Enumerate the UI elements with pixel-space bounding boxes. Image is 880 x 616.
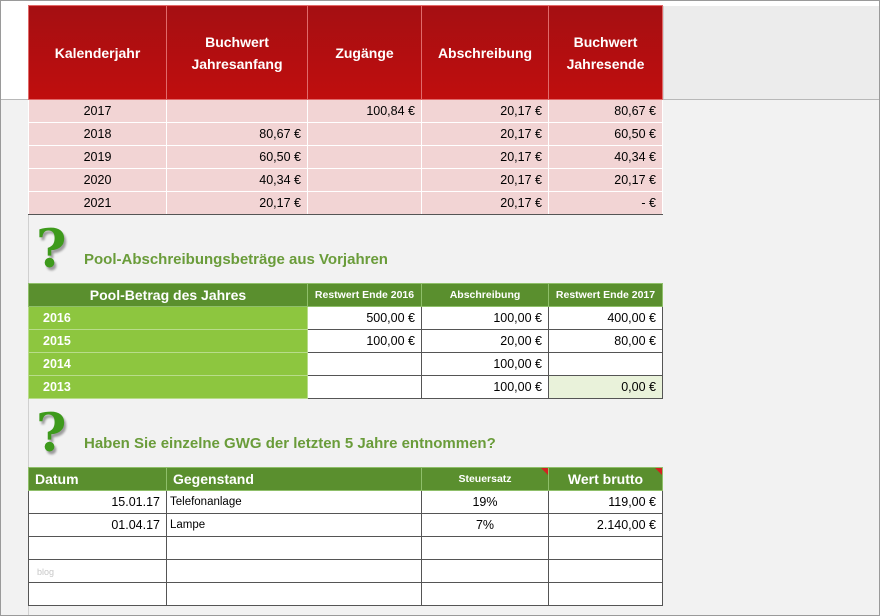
- cell-restwert-2017[interactable]: 80,00 €: [549, 330, 663, 353]
- cell-depreciation[interactable]: 20,17 €: [422, 169, 549, 192]
- cell-pool-year[interactable]: 2014: [29, 353, 308, 376]
- cell-end-value[interactable]: 20,17 €: [549, 169, 663, 192]
- cell-start-value[interactable]: 20,17 €: [167, 192, 308, 215]
- table-row: [29, 537, 663, 560]
- cell-depreciation[interactable]: 20,17 €: [422, 123, 549, 146]
- cell-additions[interactable]: 100,84 €: [308, 100, 422, 123]
- table-row: [29, 307, 663, 330]
- cell-restwert-2016[interactable]: [308, 353, 422, 376]
- pool-section-heading: Pool-Abschreibungsbeträge aus Vorjahren: [84, 251, 388, 268]
- cell-end-value[interactable]: 60,50 €: [549, 123, 663, 146]
- cell-depreciation[interactable]: 20,17 €: [422, 146, 549, 169]
- cell-restwert-2017[interactable]: 0,00 €: [549, 376, 663, 399]
- table-row: [29, 123, 663, 146]
- header-pool-betrag[interactable]: Pool-Betrag des Jahres: [29, 284, 308, 307]
- cell-datum[interactable]: [29, 560, 167, 583]
- header-wert-brutto-label: Wert brutto: [567, 471, 644, 487]
- header-buchwert-jahresende[interactable]: Buchwert Jahresende: [549, 6, 663, 100]
- cell-start-value[interactable]: 40,34 €: [167, 169, 308, 192]
- cell-pool-year[interactable]: 2013: [29, 376, 308, 399]
- header-zugaenge[interactable]: Zugänge: [308, 6, 422, 100]
- header-buchwert-jahresanfang[interactable]: Buchwert Jahresanfang: [167, 6, 308, 100]
- cell-restwert-2017[interactable]: 400,00 €: [549, 307, 663, 330]
- cell-end-value[interactable]: 80,67 €: [549, 100, 663, 123]
- cell-year[interactable]: 2017: [29, 100, 167, 123]
- cell-datum[interactable]: 01.04.17: [29, 514, 167, 537]
- cell-wert-brutto[interactable]: [549, 583, 663, 606]
- cell-additions[interactable]: [308, 192, 422, 215]
- cell-start-value[interactable]: 80,67 €: [167, 123, 308, 146]
- cell-wert-brutto[interactable]: 119,00 €: [549, 491, 663, 514]
- header-abschreibung[interactable]: Abschreibung: [422, 6, 549, 100]
- cell-start-value[interactable]: 60,50 €: [167, 146, 308, 169]
- cell-datum[interactable]: [29, 583, 167, 606]
- table-row: [29, 146, 663, 169]
- cell-start-value[interactable]: [167, 100, 308, 123]
- cell-year[interactable]: 2018: [29, 123, 167, 146]
- comment-indicator-icon[interactable]: [541, 468, 548, 475]
- cell-wert-brutto[interactable]: [549, 560, 663, 583]
- depreciation-table: [28, 5, 663, 215]
- table-row: [29, 169, 663, 192]
- cell-pool-abschreibung[interactable]: 20,00 €: [422, 330, 549, 353]
- watermark-text: blog: [37, 567, 55, 577]
- cell-depreciation[interactable]: 20,17 €: [422, 100, 549, 123]
- header-kalenderjahr[interactable]: Kalenderjahr: [29, 6, 167, 100]
- cell-pool-year[interactable]: 2016: [29, 307, 308, 330]
- cell-datum[interactable]: [29, 537, 167, 560]
- cell-steuersatz[interactable]: [422, 537, 549, 560]
- question-mark-icon: ?: [36, 219, 67, 280]
- header-wert-brutto[interactable]: [549, 468, 663, 491]
- cell-year[interactable]: 2021: [29, 192, 167, 215]
- gwg-table: [28, 467, 663, 606]
- cell-steuersatz[interactable]: 19%: [422, 491, 549, 514]
- cell-end-value[interactable]: 40,34 €: [549, 146, 663, 169]
- cell-pool-year[interactable]: 2015: [29, 330, 308, 353]
- pool-table: [28, 283, 663, 399]
- table-row: [29, 583, 663, 606]
- cell-additions[interactable]: [308, 169, 422, 192]
- cell-restwert-2016[interactable]: 500,00 €: [308, 307, 422, 330]
- header-datum[interactable]: Datum: [29, 468, 167, 491]
- cell-gegenstand[interactable]: Lampe: [167, 514, 422, 537]
- cell-restwert-2017[interactable]: [549, 353, 663, 376]
- table-row: [29, 100, 663, 123]
- cell-steuersatz[interactable]: [422, 560, 549, 583]
- header-pool-abschreibung[interactable]: Abschreibung: [422, 284, 549, 307]
- cell-restwert-2016[interactable]: [308, 376, 422, 399]
- sheet-empty-area: [663, 6, 880, 99]
- cell-year[interactable]: 2019: [29, 146, 167, 169]
- cell-additions[interactable]: [308, 123, 422, 146]
- header-restwert-2016[interactable]: Restwert Ende 2016: [308, 284, 422, 307]
- cell-wert-brutto[interactable]: [549, 537, 663, 560]
- table-row: [29, 330, 663, 353]
- cell-steuersatz[interactable]: [422, 583, 549, 606]
- table-row: [29, 560, 663, 583]
- cell-datum[interactable]: 15.01.17: [29, 491, 167, 514]
- cell-steuersatz[interactable]: 7%: [422, 514, 549, 537]
- cell-wert-brutto[interactable]: 2.140,00 €: [549, 514, 663, 537]
- gwg-section-heading: Haben Sie einzelne GWG der letzten 5 Jahre entnommen?: [84, 435, 496, 452]
- cell-gegenstand[interactable]: [167, 537, 422, 560]
- table-row: [29, 192, 663, 215]
- cell-year[interactable]: 2020: [29, 169, 167, 192]
- cell-pool-abschreibung[interactable]: 100,00 €: [422, 353, 549, 376]
- header-restwert-2017[interactable]: Restwert Ende 2017: [549, 284, 663, 307]
- table-row: [29, 514, 663, 537]
- cell-gegenstand[interactable]: [167, 560, 422, 583]
- cell-restwert-2016[interactable]: 100,00 €: [308, 330, 422, 353]
- cell-gegenstand[interactable]: [167, 583, 422, 606]
- header-steuersatz-label: Steuersatz: [458, 473, 512, 485]
- header-gegenstand[interactable]: Gegenstand: [167, 468, 422, 491]
- cell-pool-abschreibung[interactable]: 100,00 €: [422, 307, 549, 330]
- table-row: [29, 376, 663, 399]
- cell-end-value[interactable]: - €: [549, 192, 663, 215]
- table-row: [29, 491, 663, 514]
- comment-indicator-icon[interactable]: [655, 468, 662, 475]
- question-mark-icon: ?: [36, 403, 67, 464]
- cell-depreciation[interactable]: 20,17 €: [422, 192, 549, 215]
- table-row: [29, 353, 663, 376]
- cell-gegenstand[interactable]: Telefonanlage: [167, 491, 422, 514]
- header-steuersatz[interactable]: [422, 468, 549, 491]
- cell-pool-abschreibung[interactable]: 100,00 €: [422, 376, 549, 399]
- cell-additions[interactable]: [308, 146, 422, 169]
